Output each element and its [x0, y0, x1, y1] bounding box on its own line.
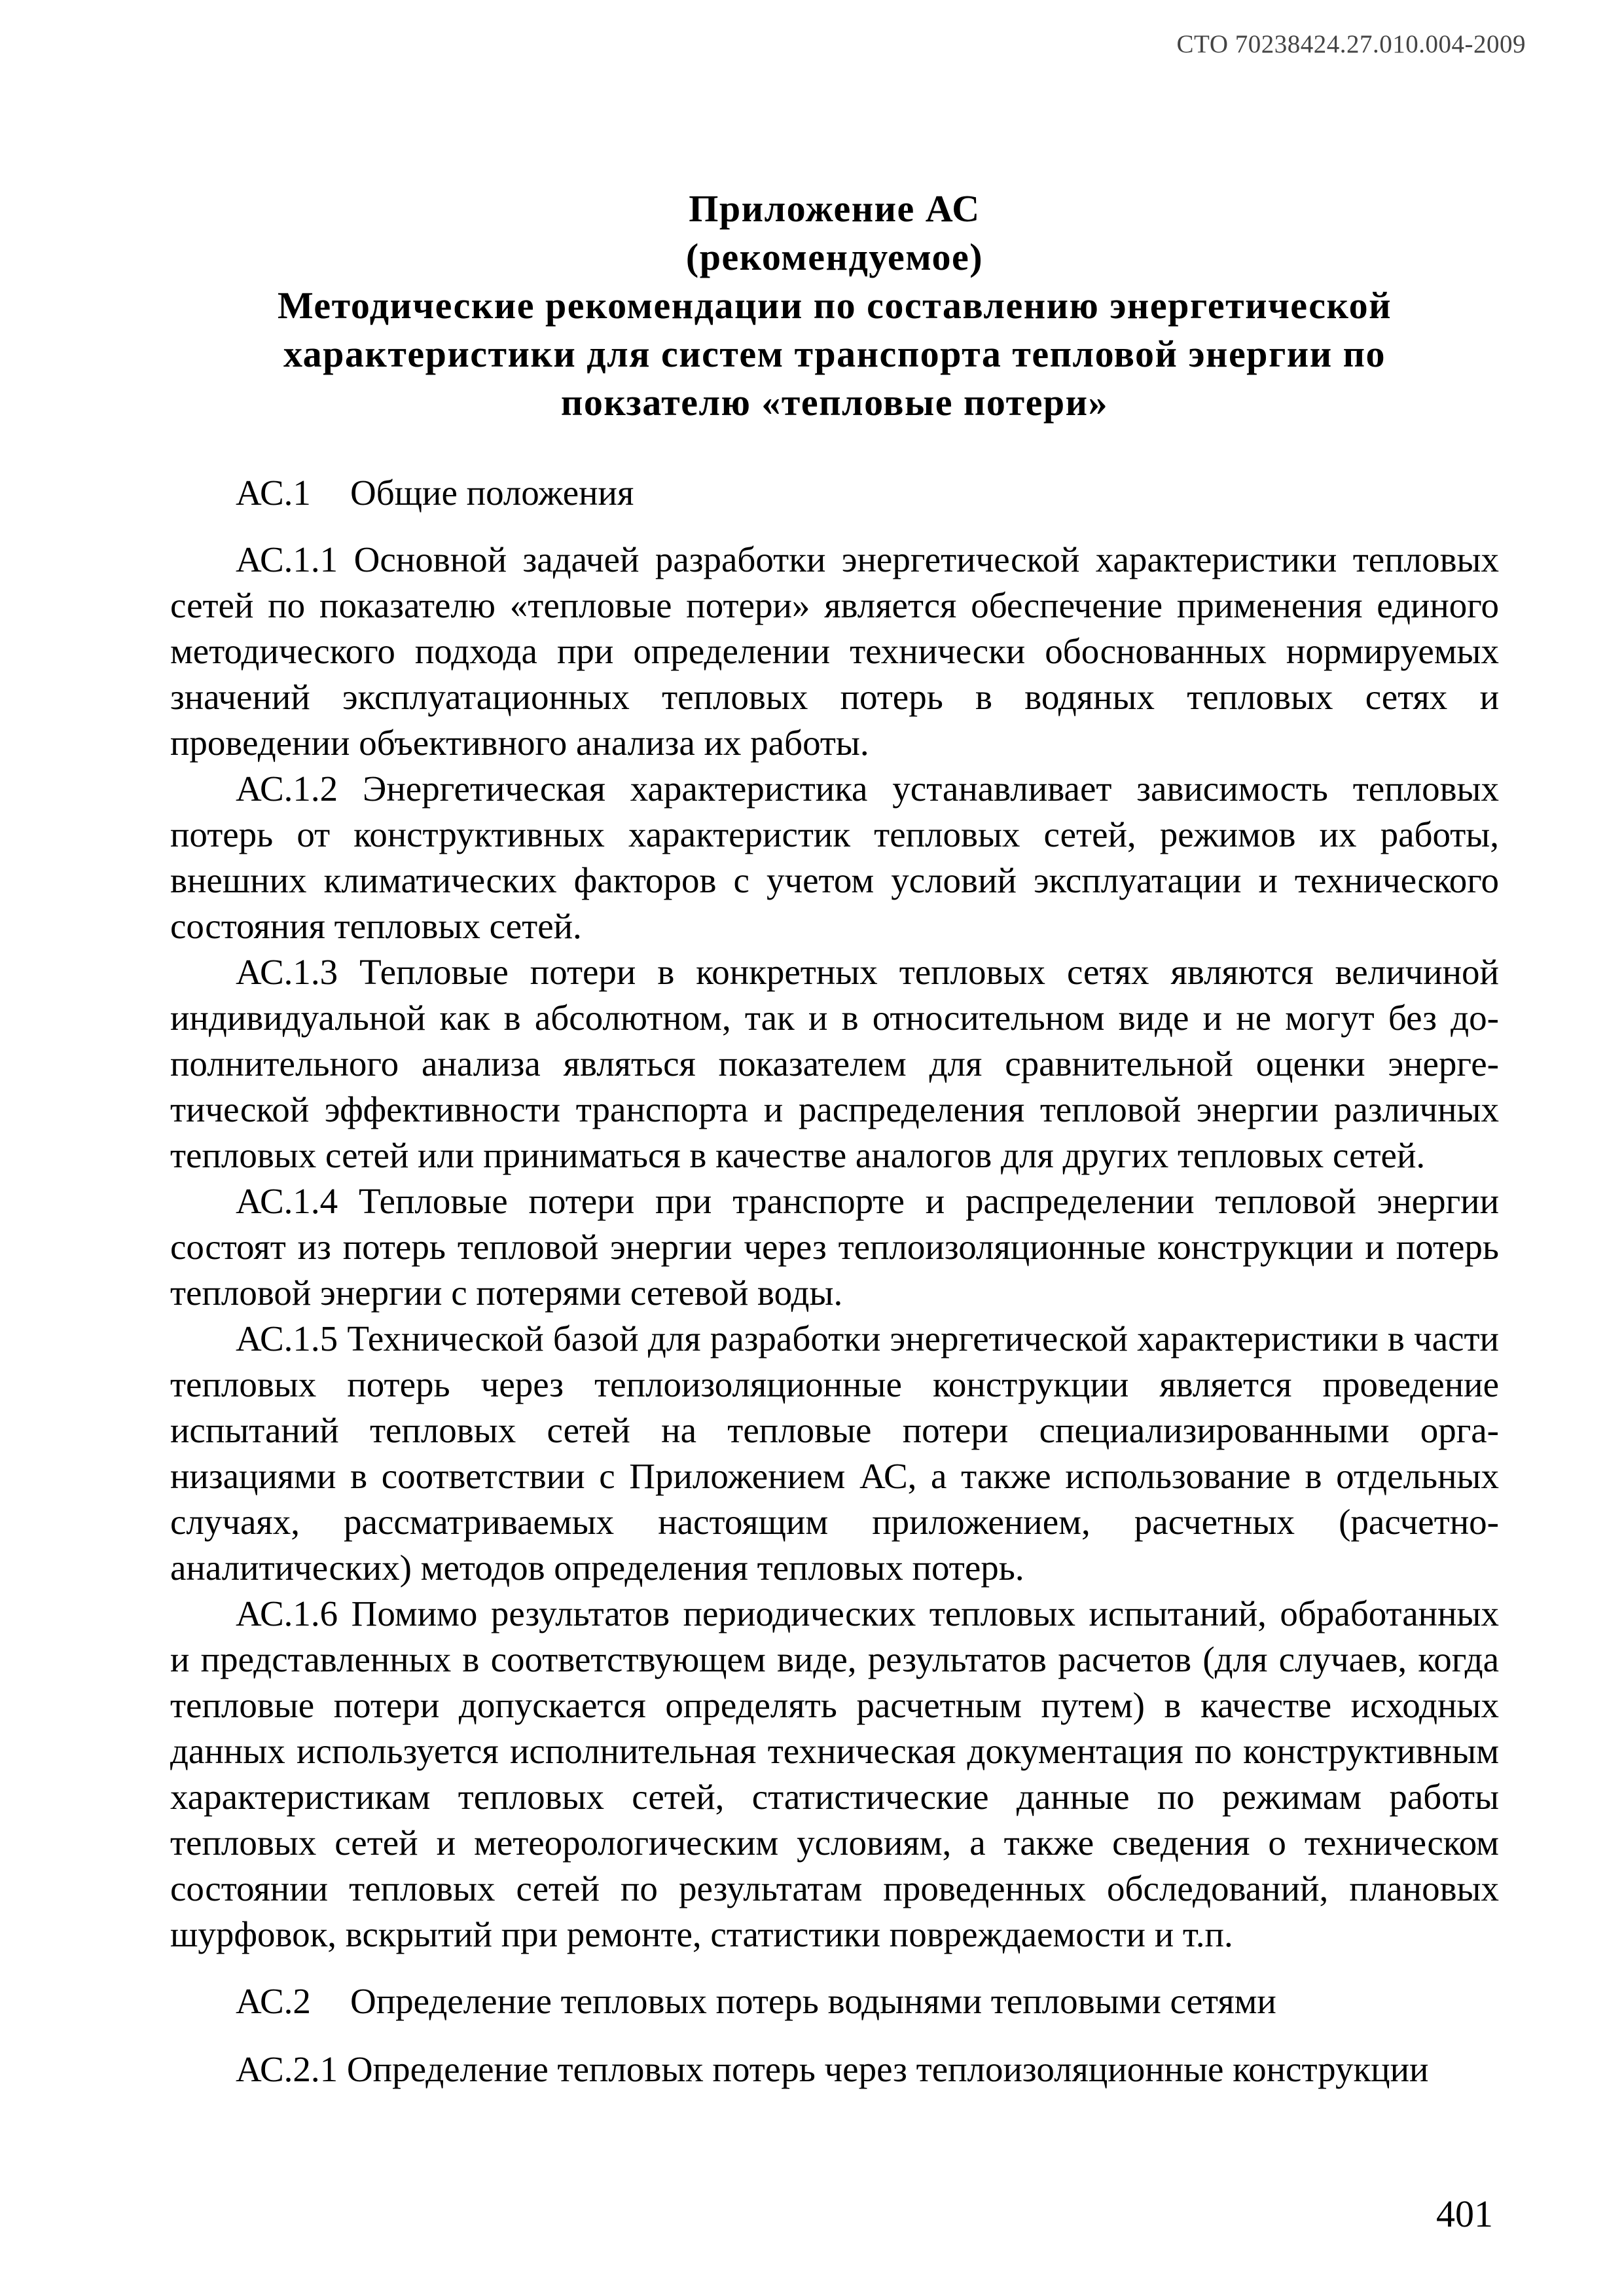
section-number: АС.2 — [236, 1981, 311, 2021]
paragraph-ac1-5: АС.1.5 Технической базой для разработки энергетической характеристики в части тепловых потерь через теплоизоляционные конструкции является проведение испытаний тепловых сетей на тепловые потери специализированными организациями в соответствии с Приложением АС, а также использование в отдельных случаях, рассматриваемых настоящим приложением, расчетных (расчетно-аналитических) методов определения тепловых потерь. — [170, 1319, 1499, 1588]
subheading-ac2-1: АС.2.1 Определение тепловых потерь через теплоизоляционные конструкции — [236, 2049, 1429, 2089]
paragraph-ac1-2: АС.1.2 Энергетическая характеристика устанавливает зависимость тепловых потерь от конструктивных характеристик тепловых сетей, режимов их работы, внешних климатических факторов с учетом условий эксплуатации и технического состояния тепловых сетей. — [170, 769, 1499, 946]
paragraph-ac1-4: АС.1.4 Тепловые потери при транспорте и распределении тепловой энергии состоят из потерь тепловой энергии через теплоизоляционные конструкции и потерь тепловой энергии с потерями сетевой воды. — [170, 1181, 1499, 1313]
appendix-title — [170, 185, 1499, 427]
section-number: АС.1 — [236, 473, 311, 513]
title-line-appendix: Приложение АС — [689, 187, 981, 230]
paragraph-ac1-3: АС.1.3 Тепловые потери в конкретных тепловых сетях являются величиной индивидуальной как в абсолютном, так и в относительном виде и не могут без дополнительного анализа являться показателем для сравнительной оценки энергетической эффективности транспорта и распределения тепловой энергии различных тепловых сетей или приниматься в качестве аналогов для других тепловых сетей. — [170, 952, 1499, 1175]
section-title: Определение тепловых потерь водынями тепловыми сетями — [350, 1981, 1276, 2021]
title-line-subject-3: покзателю «тепловые потери» — [560, 381, 1109, 424]
document-body — [170, 470, 1499, 2092]
title-line-subject-1: Методические рекомендации по составлению энергетической — [277, 284, 1392, 327]
section-heading-ac2 — [170, 1978, 1499, 2024]
title-line-status: (рекомендуемое) — [685, 236, 984, 278]
paragraph-ac1-6: АС.1.6 Помимо результатов периодических тепловых испытаний, обработанных и представленных в соответствующем виде, результатов расчетов (для случаев, когда тепловые потери допускается определять расчетным путем) в качестве исходных данных используется исполнительная техническая документация по конструктивным характеристикам тепловых сетей, статистические данные по режимам работы тепловых сетей и метеорологическим условиям, а также сведения о техническом состоянии тепловых сетей по результатам проведенных обследований, плановых шурфовок, вскрытий при ремонте, статистики повреждаемости и т.п. — [170, 1594, 1499, 1954]
page-number: 401 — [1436, 2193, 1493, 2235]
document-code: СТО 70238424.27.010.004-2009 — [1176, 30, 1526, 58]
title-line-subject-2: характеристики для систем транспорта тепловой энергии по — [283, 333, 1386, 375]
section-title: Общие положения — [350, 473, 634, 513]
section-heading-ac1 — [170, 470, 1499, 516]
paragraph-ac1-1: АС.1.1 Основной задачей разработки энергетической характеристики тепловых сетей по показателю «тепловые потери» является обеспечение применения единого методического подхода при определении технически обоснованных нормируемых значений эксплуатационных тепловых потерь в водяных тепловых сетях и проведении объективного анализа их работы. — [170, 539, 1499, 763]
